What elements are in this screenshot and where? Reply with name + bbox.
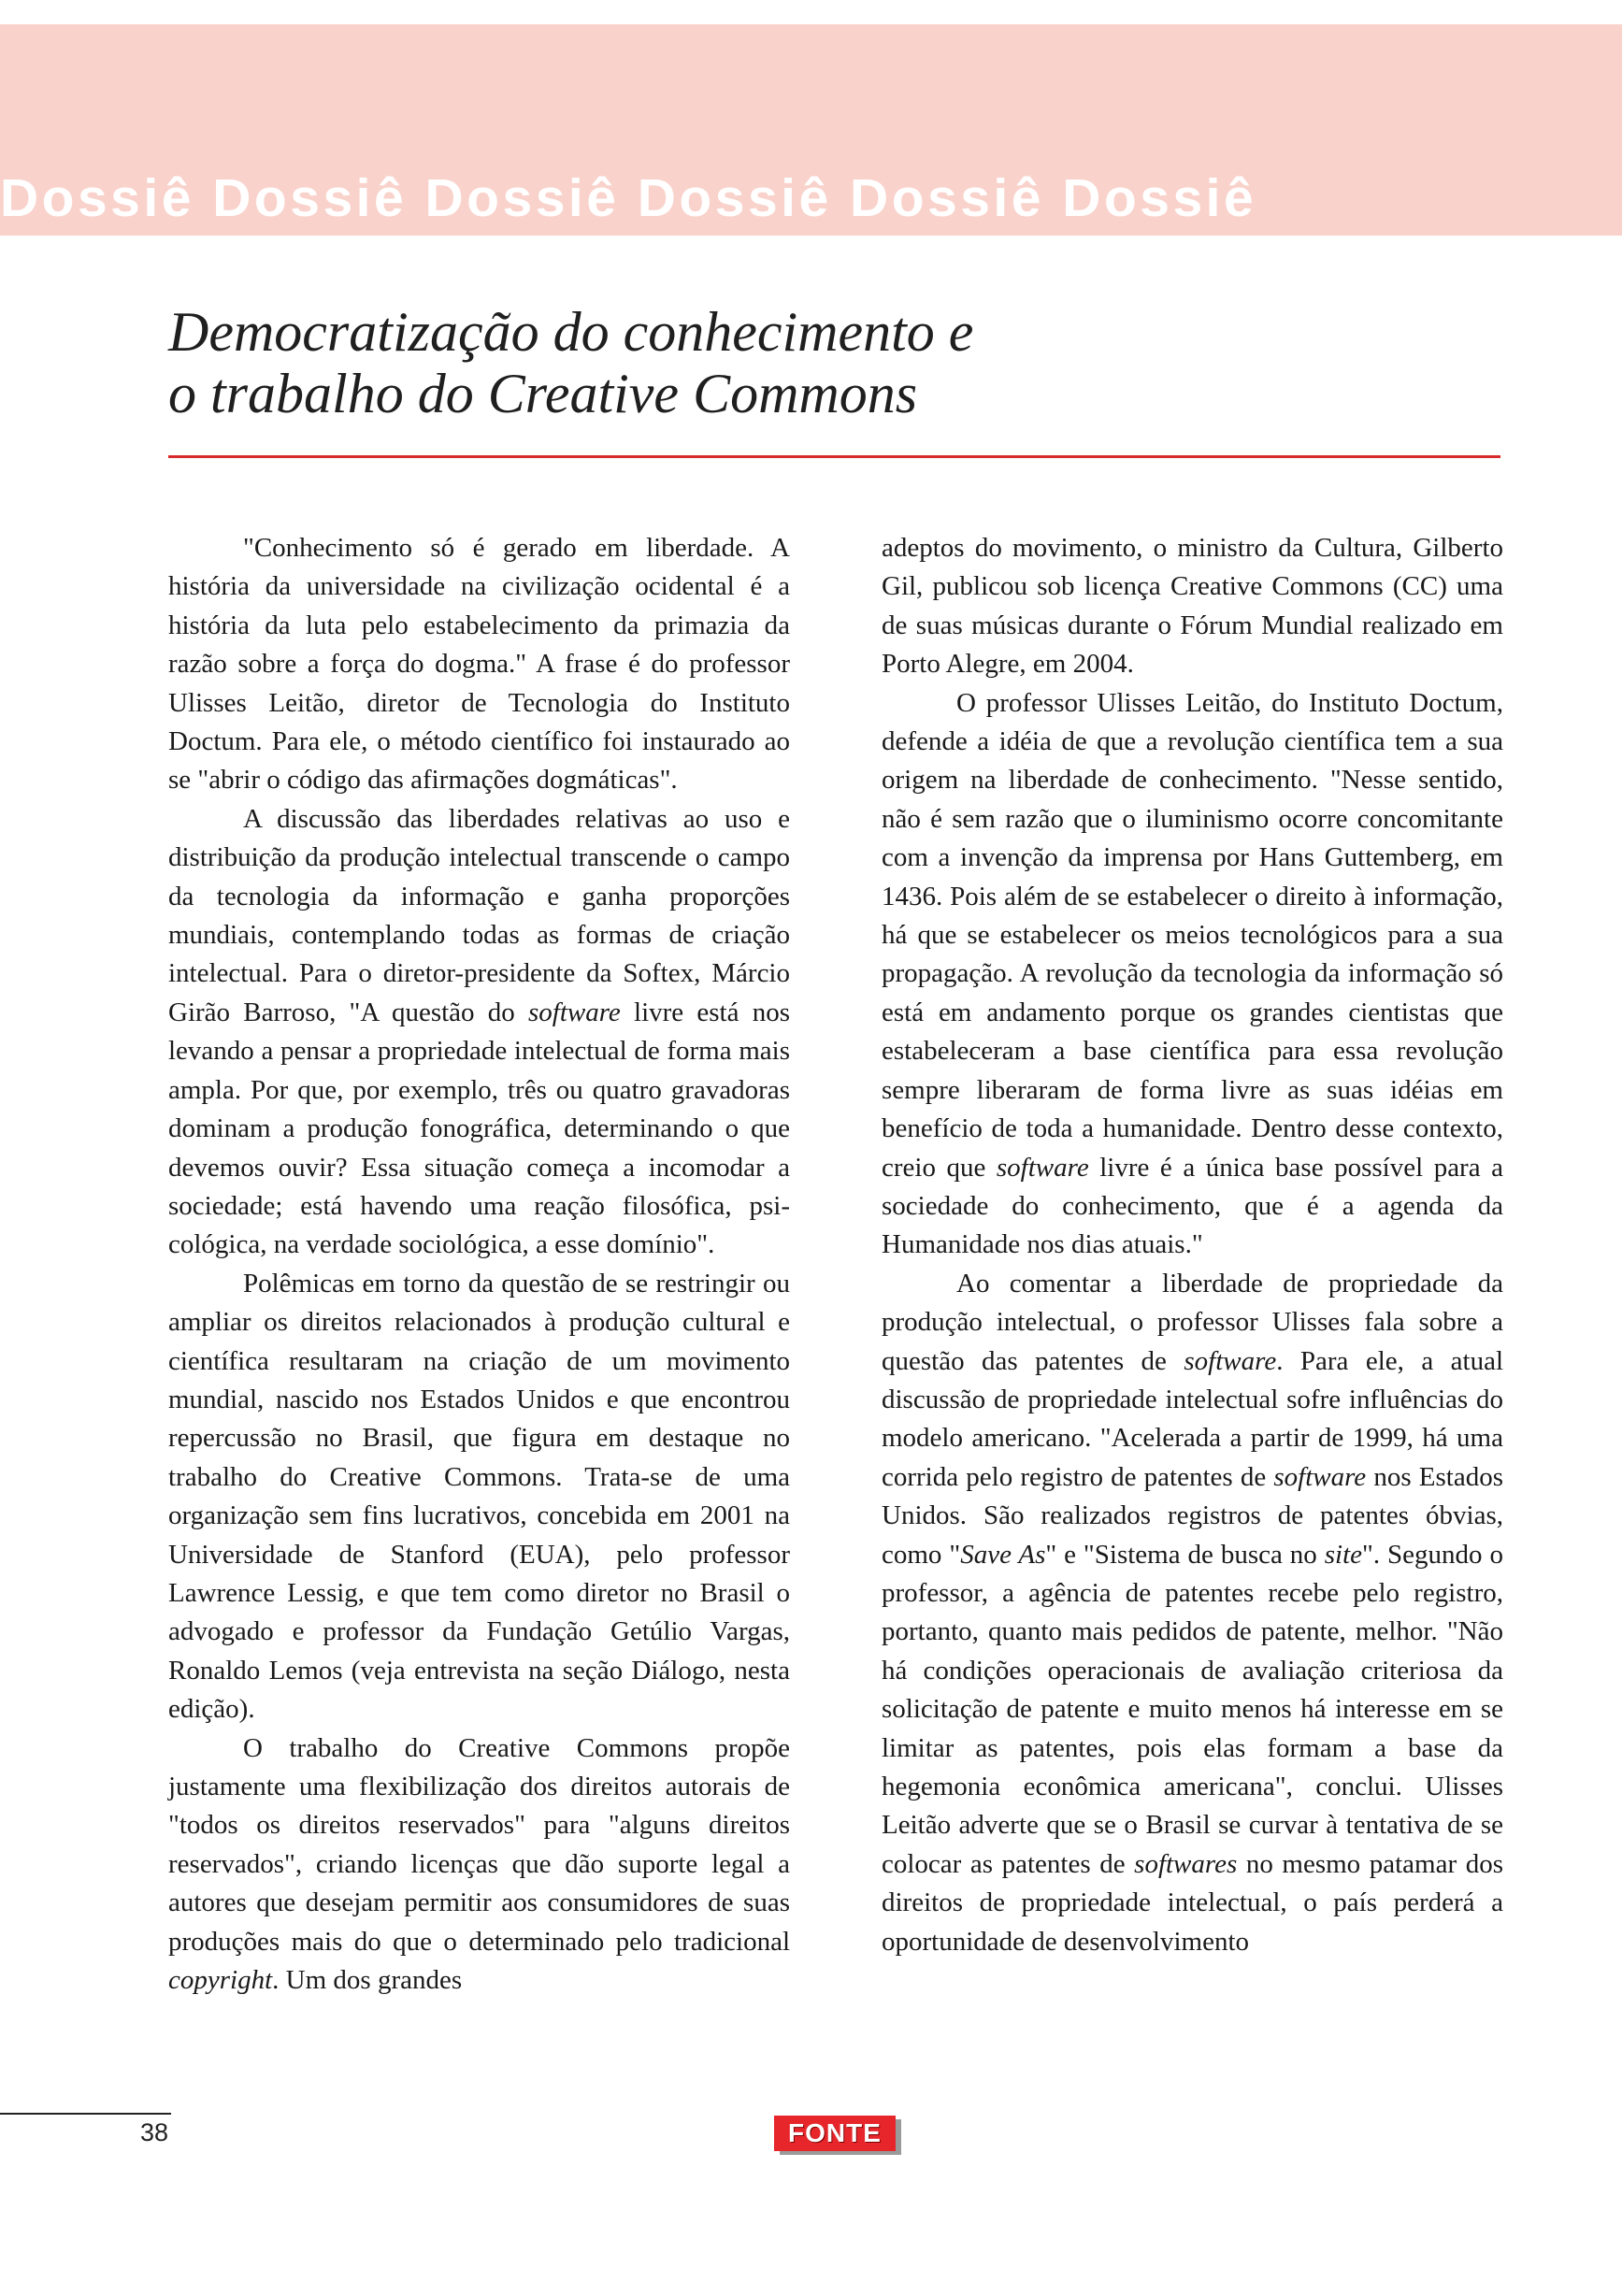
text-run: livre é a única base possível para a sociedade do conhecimento, que é a agenda da Humanidade nos dias atuais." [882,1152,1503,1260]
text-run: Polêmicas em torno da questão de se restringir ou ampliar os direitos relacionados à produção cultural e científica resultaram na criação de um movimento mundial, nascido nos Estados Unidos e que encontrou repercussão no Brasil, que figura em destaque no trabalho do Creative Commons. Trata-se de uma organização sem fins lucrativos, concebida em 2001 na Universidade de Stanford (EUA), pelo professor Lawrence Lessig, e que tem como diretor no Brasil o advogado e professor da Fundação Getúlio Vargas, Ronaldo Lemos (veja entrevista na seção Diálogo, nesta edição). [168,1268,790,1725]
italic-term: Save As [960,1539,1046,1570]
text-run: " e "Sistema de busca no [1045,1539,1325,1570]
text-run: . Um dos grandes [272,1965,463,1996]
right-column [882,529,1503,1961]
italic-term: software [1273,1461,1367,1492]
text-run: "Conhecimento só é gerado em liberdade. A história da universidade na civilização ocidental é a história da luta pelo estabelecimento da primazia da razão sobre a força do dogma." A frase é do professor Ulisses Leitão, diretor de Tecnologia do Instituto Doctum. Para ele, o método científico foi instaurado ao se "abrir o código das afirmações dogmáticas". [168,533,790,796]
fonte-logo [774,2116,896,2151]
banner-text: Dossiê Dossiê Dossiê Dossiê Dossiê Dossiê [0,172,1257,225]
text-run: no mesmo patamar dos direitos de propriedade intelectual, o país perderá a oportunidade de desenvolvimento [882,1848,1503,1957]
italic-term: site [1324,1539,1363,1570]
footer-rule [0,2113,171,2115]
article-title [168,301,1505,424]
paragraph [168,529,790,800]
text-run: . Para ele, a atual discussão de propriedade intelectual sofre influências do modelo americano. "Acelerada a partir de 1999, há uma corrida pelo registro de patentes de [882,1345,1503,1492]
paragraph [168,1729,790,2001]
text-run: Ao comentar a liberdade de propriedade da produção intelectual, o professor Ulisses fala sobre a questão das patentes de [882,1268,1503,1376]
text-run: livre está nos levando a pensar a propriedade intelectual de forma mais ampla. Por que, por exemplo, três ou quatro gravadoras dominam a produção fonográfica, determinando o que devemos ouvir? Essa situação começa a incomodar a sociedade; está havendo uma reação filosófica, psicológica, na verdade sociológica, a esse domínio". [168,997,790,1260]
italic-term: softwares [1134,1848,1238,1879]
paragraph [168,1265,790,1729]
paragraph [882,1265,1503,1961]
logo-text: FONTE [788,2118,882,2147]
text-run: O trabalho do Creative Commons propõe justamente uma flexibilização dos direitos autorais de "todos os direitos reservados" para "alguns direitos reservados", criando licenças que dão suporte legal a autores que desejam permitir aos consumidores de suas produções mais do que o determinado pelo tradicional [168,1732,790,1957]
text-run: nos Estados Unidos. São realizados registros de patentes óbvias, como " [882,1461,1504,1570]
italic-term: copyright [168,1965,273,1996]
paragraph [168,800,790,1265]
text-run: adeptos do movimento, o ministro da Cultura, Gilberto Gil, publicou sob licença Creative Commons (CC) uma de suas músicas durante o Fórum Mundial realizado em Porto Alegre, em 2004. [882,533,1503,680]
text-run: A discussão das liberdades relativas ao uso e distribuição da produção intelectual transcende o campo da tecnologia da informação e ganha proporções mundiais, contemplando todas as formas de criação intelectual. Para o diretor-presidente da Softex, Márcio Girão Barroso, "A questão do [168,803,790,1027]
title-line-2: o trabalho do Creative Commons [168,363,918,424]
text-run: ". Segundo o professor, a agência de patentes recebe pelo registro, portanto, quanto mais pedidos de patente, melhor. "Não há condições operacionais de avaliação criteriosa da solicitação de patente e muito menos há interesse em se limitar as patentes, pois elas formam a base da hegemonia econômica americana", conclui. Ulisses Leitão adverte que se o Brasil se curvar à tentativa de se colocar as patentes de [882,1539,1503,1879]
text-run: O professor Ulisses Leitão, do Instituto Doctum, defende a idéia de que a revolução científica tem a sua origem na liberdade de conhecimento. "Nesse sentido, não é sem razão que o iluminismo ocorre concomitante com a invenção da imprensa por Hans Guttemberg, em 1436. Pois além de se estabelecer o direito à informação, há que se estabelecer os meios tecnológicos para a sua propagação. A revolução da tecnologia da informação só está em andamento porque os grandes cientistas que estabeleceram a base científica para essa revolução sempre liberaram de forma livre as suas idéias em benefício de toda a humanidade. Dentro desse contexto, creio que [882,687,1503,1183]
paragraph [882,529,1503,684]
italic-term: software [1184,1345,1277,1376]
title-line-1: Democratização do conhecimento e [168,301,974,363]
left-column [168,529,790,2000]
italic-term: software [527,997,621,1027]
paragraph [882,684,1503,1265]
dossie-banner [0,24,1622,236]
page-number: 38 [140,2118,169,2146]
italic-term: software [996,1152,1089,1183]
title-divider [168,455,1500,458]
